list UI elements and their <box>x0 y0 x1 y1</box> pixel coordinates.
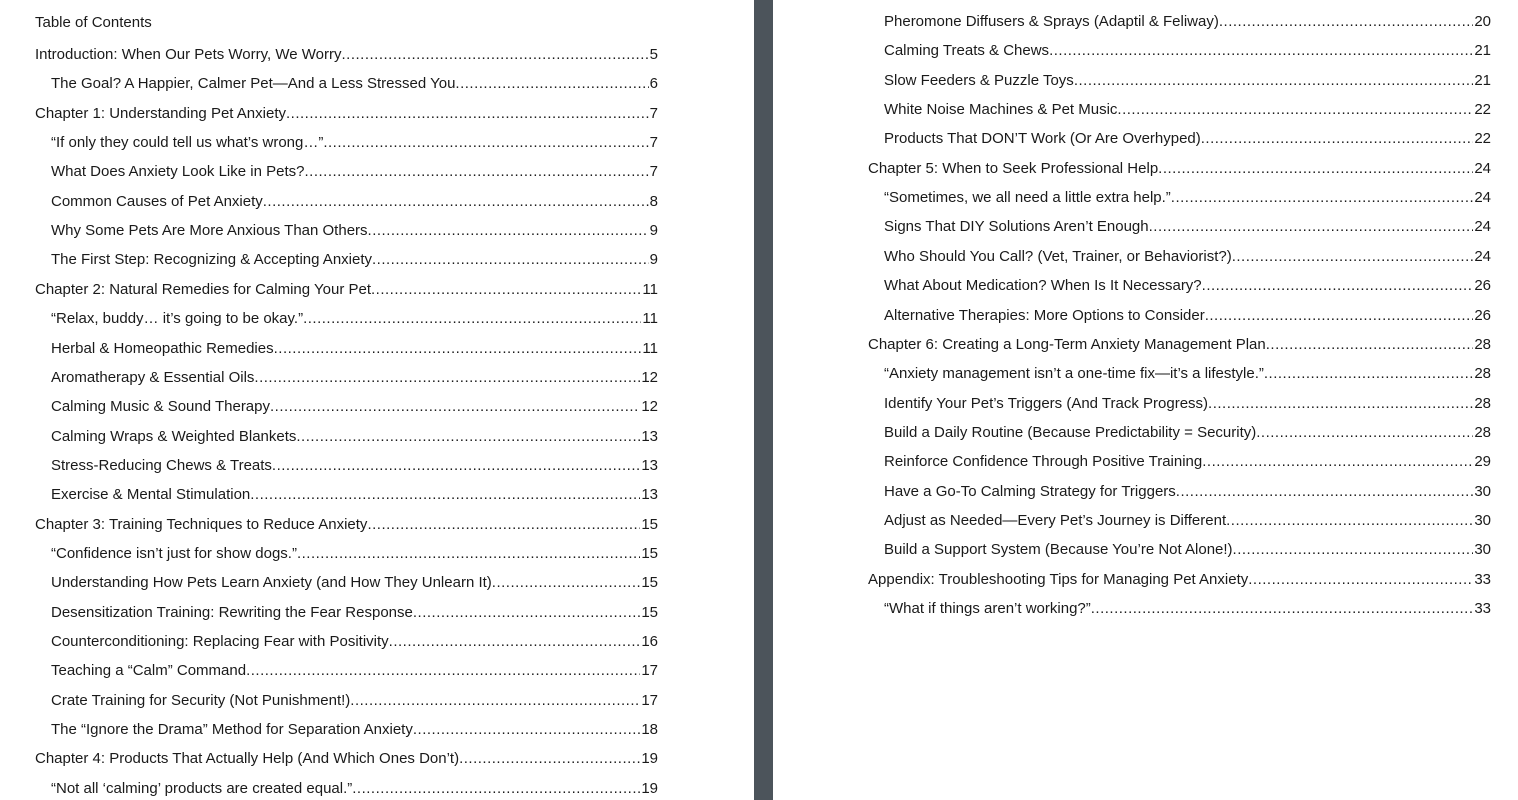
toc-page-number: 24 <box>1474 160 1491 177</box>
toc-entry-title: Signs That DIY Solutions Aren’t Enough <box>884 218 1149 235</box>
toc-entry-title: Adjust as Needed—Every Pet’s Journey is Different <box>884 512 1227 529</box>
toc-page-number: 21 <box>1474 42 1491 59</box>
toc-page-number: 15 <box>641 516 658 533</box>
toc-entry-chapter[interactable] <box>868 159 1491 179</box>
dot-leader <box>352 779 640 799</box>
toc-entry-title: Exercise & Mental Stimulation <box>51 486 251 503</box>
toc-page-number: 11 <box>642 281 658 298</box>
toc-entry-title: The First Step: Recognizing & Accepting Anxiety <box>51 251 372 268</box>
toc-entry-title: Calming Music & Sound Therapy <box>51 398 270 415</box>
dot-leader <box>1117 100 1473 120</box>
toc-entry-chapter[interactable] <box>35 515 658 535</box>
dot-leader <box>368 221 649 241</box>
toc-entry-title: Counterconditioning: Replacing Fear with Positivity <box>51 633 389 650</box>
toc-page-number: 17 <box>641 692 658 709</box>
dot-leader <box>1201 129 1474 149</box>
toc-entry-title: Reinforce Confidence Through Positive Training <box>884 453 1203 470</box>
dot-leader <box>323 133 648 153</box>
toc-page-number: 28 <box>1474 424 1491 441</box>
toc-entry-title: “Relax, buddy… it’s going to be okay.” <box>51 310 304 327</box>
toc-entry-title: Chapter 5: When to Seek Professional Help <box>868 160 1159 177</box>
toc-entry-section[interactable] <box>884 188 1491 208</box>
dot-leader <box>1176 482 1474 502</box>
toc-page-number: 7 <box>649 134 658 151</box>
toc-entry-section[interactable] <box>51 573 658 593</box>
toc-page-number: 24 <box>1474 218 1491 235</box>
toc-entry-section[interactable] <box>884 247 1491 267</box>
toc-entry-title: The Goal? A Happier, Calmer Pet—And a Less Stressed You <box>51 75 456 92</box>
dot-leader <box>1091 599 1474 619</box>
dot-leader <box>459 749 640 769</box>
left-page <box>0 0 754 800</box>
dot-leader <box>1049 41 1473 61</box>
toc-page-number: 13 <box>641 457 658 474</box>
dot-leader <box>1226 511 1473 531</box>
toc-entry-title: Calming Treats & Chews <box>884 42 1050 59</box>
toc-entry-title: Common Causes of Pet Anxiety <box>51 193 263 210</box>
toc-entry-chapter[interactable] <box>35 45 658 65</box>
toc-entry-section[interactable] <box>51 544 658 564</box>
dot-leader <box>350 691 640 711</box>
toc-entry-title: “If only they could tell us what’s wrong…” <box>51 134 324 151</box>
toc-entry-section[interactable] <box>884 540 1491 560</box>
toc-entry-section[interactable] <box>884 599 1491 619</box>
toc-page-number: 24 <box>1474 189 1491 206</box>
dot-leader <box>341 45 648 65</box>
page-gutter <box>754 0 773 800</box>
toc-entry-title: Alternative Therapies: More Options to Consider <box>884 307 1205 324</box>
toc-entry-section[interactable] <box>51 162 658 182</box>
toc-entry-section[interactable] <box>51 632 658 652</box>
dot-leader <box>389 632 641 652</box>
dot-leader <box>1171 188 1474 208</box>
dot-leader <box>270 397 640 417</box>
toc-page-number: 21 <box>1474 72 1491 89</box>
toc-entry-chapter[interactable] <box>868 570 1491 590</box>
dot-leader <box>1208 394 1473 414</box>
toc-entry-section[interactable] <box>884 41 1491 61</box>
toc-page-number: 12 <box>641 398 658 415</box>
toc-entry-section[interactable] <box>884 394 1491 414</box>
dot-leader <box>1074 71 1474 91</box>
toc-entry-section[interactable] <box>51 339 658 359</box>
toc-entry-section[interactable] <box>884 217 1491 237</box>
dot-leader <box>1264 364 1473 384</box>
toc-entry-title: “Sometimes, we all need a little extra help.” <box>884 189 1171 206</box>
toc-entry-title: Desensitization Training: Rewriting the Fear Response <box>51 604 413 621</box>
toc-entry-section[interactable] <box>51 720 658 740</box>
toc-entry-title: Chapter 2: Natural Remedies for Calming Your Pet <box>35 281 372 298</box>
toc-entry-section[interactable] <box>884 482 1491 502</box>
toc-entry-section[interactable] <box>884 364 1491 384</box>
toc-entry-title: Have a Go-To Calming Strategy for Triggers <box>884 483 1176 500</box>
dot-leader <box>286 104 649 124</box>
dot-leader <box>304 162 648 182</box>
toc-page-number: 9 <box>649 251 658 268</box>
toc-page-number: 30 <box>1474 541 1491 558</box>
dot-leader <box>250 485 640 505</box>
toc-entry-section[interactable] <box>884 100 1491 120</box>
toc-page-number: 33 <box>1474 571 1491 588</box>
toc-entry-section[interactable] <box>51 133 658 153</box>
toc-entry-title: Understanding How Pets Learn Anxiety (and How They Unlearn It) <box>51 574 492 591</box>
toc-entry-title: Aromatherapy & Essential Oils <box>51 369 255 386</box>
right-page <box>773 0 1518 800</box>
toc-entry-title: White Noise Machines & Pet Music <box>884 101 1118 118</box>
toc-page-number: 30 <box>1474 512 1491 529</box>
dot-leader <box>455 74 648 94</box>
dot-leader <box>492 573 641 593</box>
toc-entry-title: Appendix: Troubleshooting Tips for Managing Pet Anxiety <box>868 571 1249 588</box>
dot-leader <box>1232 247 1474 267</box>
toc-entry-section[interactable] <box>884 129 1491 149</box>
dot-leader <box>1219 12 1473 32</box>
dot-leader <box>1266 335 1474 355</box>
dot-leader <box>254 368 640 388</box>
toc-page-number: 5 <box>649 46 658 63</box>
toc-entry-section[interactable] <box>884 306 1491 326</box>
toc-entry-title: Who Should You Call? (Vet, Trainer, or Behaviorist?) <box>884 248 1232 265</box>
toc-heading: Table of Contents <box>35 14 152 31</box>
dot-leader <box>1202 452 1473 472</box>
toc-page-number: 11 <box>642 340 658 357</box>
toc-page-number: 22 <box>1474 101 1491 118</box>
toc-page-number: 17 <box>641 662 658 679</box>
toc-entry-title: Calming Wraps & Weighted Blankets <box>51 428 297 445</box>
toc-entry-title: Pheromone Diffusers & Sprays (Adaptil & Feliway) <box>884 13 1219 30</box>
toc-entry-section[interactable] <box>884 511 1491 531</box>
toc-entry-section[interactable] <box>51 192 658 212</box>
toc-entry-title: Build a Support System (Because You’re Not Alone!) <box>884 541 1233 558</box>
toc-entry-title: Chapter 3: Training Techniques to Reduce Anxiety <box>35 516 368 533</box>
toc-entry-title: “What if things aren’t working?” <box>884 600 1091 617</box>
toc-page-number: 28 <box>1474 336 1491 353</box>
toc-page-number: 9 <box>649 222 658 239</box>
dot-leader <box>1149 217 1474 237</box>
dot-leader <box>274 339 642 359</box>
toc-entry-section[interactable] <box>51 221 658 241</box>
toc-entry-section[interactable] <box>884 276 1491 296</box>
toc-page-number: 12 <box>641 369 658 386</box>
toc-page-number: 19 <box>641 750 658 767</box>
toc-entry-section[interactable] <box>51 661 658 681</box>
toc-page-number: 29 <box>1474 453 1491 470</box>
dot-leader <box>372 250 649 270</box>
dot-leader <box>1248 570 1473 590</box>
dot-leader <box>1256 423 1473 443</box>
toc-page-number: 22 <box>1474 130 1491 147</box>
dot-leader <box>272 456 640 476</box>
toc-page-number: 8 <box>649 193 658 210</box>
toc-entry-chapter[interactable] <box>868 335 1491 355</box>
toc-page-number: 16 <box>641 633 658 650</box>
toc-page-number: 7 <box>649 163 658 180</box>
toc-entry-section[interactable] <box>884 71 1491 91</box>
toc-entry-section[interactable] <box>884 423 1491 443</box>
toc-entry-title: Slow Feeders & Puzzle Toys <box>884 72 1074 89</box>
toc-entry-title: Introduction: When Our Pets Worry, We Worry <box>35 46 342 63</box>
dot-leader <box>1205 306 1474 326</box>
toc-page-number: 13 <box>641 428 658 445</box>
toc-entry-section[interactable] <box>51 427 658 447</box>
toc-page-number: 6 <box>649 75 658 92</box>
toc-entry-section[interactable] <box>51 397 658 417</box>
toc-entry-title: Crate Training for Security (Not Punishment!) <box>51 692 351 709</box>
toc-entry-chapter[interactable] <box>35 280 658 300</box>
toc-page-number: 28 <box>1474 365 1491 382</box>
toc-page-number: 26 <box>1474 307 1491 324</box>
dot-leader <box>413 603 640 623</box>
toc-entry-section[interactable] <box>51 779 658 799</box>
toc-entry-title: Why Some Pets Are More Anxious Than Others <box>51 222 368 239</box>
dot-leader <box>371 280 641 300</box>
toc-page-number: 18 <box>641 721 658 738</box>
dot-leader <box>296 427 640 447</box>
dot-leader <box>1233 540 1474 560</box>
toc-entry-section[interactable] <box>51 691 658 711</box>
toc-entry-chapter[interactable] <box>35 749 658 769</box>
toc-entry-section[interactable] <box>51 456 658 476</box>
dot-leader <box>1158 159 1473 179</box>
dot-leader <box>303 309 641 329</box>
toc-page-number: 30 <box>1474 483 1491 500</box>
toc-entry-title: “Not all ‘calming’ products are created equal.” <box>51 780 353 797</box>
dot-leader <box>1202 276 1474 296</box>
toc-page-number: 15 <box>641 574 658 591</box>
dot-leader <box>367 515 640 535</box>
toc-page-number: 15 <box>641 604 658 621</box>
toc-entry-title: Stress-Reducing Chews & Treats <box>51 457 272 474</box>
toc-entry-section[interactable] <box>51 368 658 388</box>
toc-entry-title: “Anxiety management isn’t a one-time fix—it’s a lifestyle.” <box>884 365 1264 382</box>
toc-entry-title: Chapter 6: Creating a Long-Term Anxiety Management Plan <box>868 336 1266 353</box>
toc-page-number: 33 <box>1474 600 1491 617</box>
toc-entry-title: What About Medication? When Is It Necessary? <box>884 277 1202 294</box>
toc-entry-section[interactable] <box>51 74 658 94</box>
toc-entry-section[interactable] <box>51 250 658 270</box>
toc-entry-title: Chapter 4: Products That Actually Help (And Which Ones Don’t) <box>35 750 460 767</box>
toc-page-number: 11 <box>642 310 658 327</box>
toc-entry-title: Build a Daily Routine (Because Predictability = Security) <box>884 424 1257 441</box>
toc-entry-section[interactable] <box>51 309 658 329</box>
toc-entry-title: Herbal & Homeopathic Remedies <box>51 340 274 357</box>
toc-entry-section[interactable] <box>51 485 658 505</box>
toc-entry-title: Identify Your Pet’s Triggers (And Track Progress) <box>884 395 1209 412</box>
toc-entry-chapter[interactable] <box>35 104 658 124</box>
dot-leader <box>263 192 649 212</box>
toc-entry-title: The “Ignore the Drama” Method for Separation Anxiety <box>51 721 413 738</box>
toc-entry-title: Products That DON’T Work (Or Are Overhyped) <box>884 130 1201 147</box>
toc-entry-section[interactable] <box>884 452 1491 472</box>
toc-entry-title: “Confidence isn’t just for show dogs.” <box>51 545 297 562</box>
toc-page-number: 19 <box>641 780 658 797</box>
dot-leader <box>413 720 640 740</box>
toc-page-number: 7 <box>649 105 658 122</box>
toc-page-number: 24 <box>1474 248 1491 265</box>
toc-entry-section[interactable] <box>884 12 1491 32</box>
toc-page-number: 13 <box>641 486 658 503</box>
toc-entry-title: Chapter 1: Understanding Pet Anxiety <box>35 105 286 122</box>
dot-leader <box>297 544 640 564</box>
toc-entry-title: Teaching a “Calm” Command <box>51 662 247 679</box>
toc-page-number: 26 <box>1474 277 1491 294</box>
toc-entry-section[interactable] <box>51 603 658 623</box>
dot-leader <box>246 661 640 681</box>
toc-entry-title: What Does Anxiety Look Like in Pets? <box>51 163 305 180</box>
toc-page-number: 28 <box>1474 395 1491 412</box>
toc-page-number: 20 <box>1474 13 1491 30</box>
toc-page-number: 15 <box>641 545 658 562</box>
